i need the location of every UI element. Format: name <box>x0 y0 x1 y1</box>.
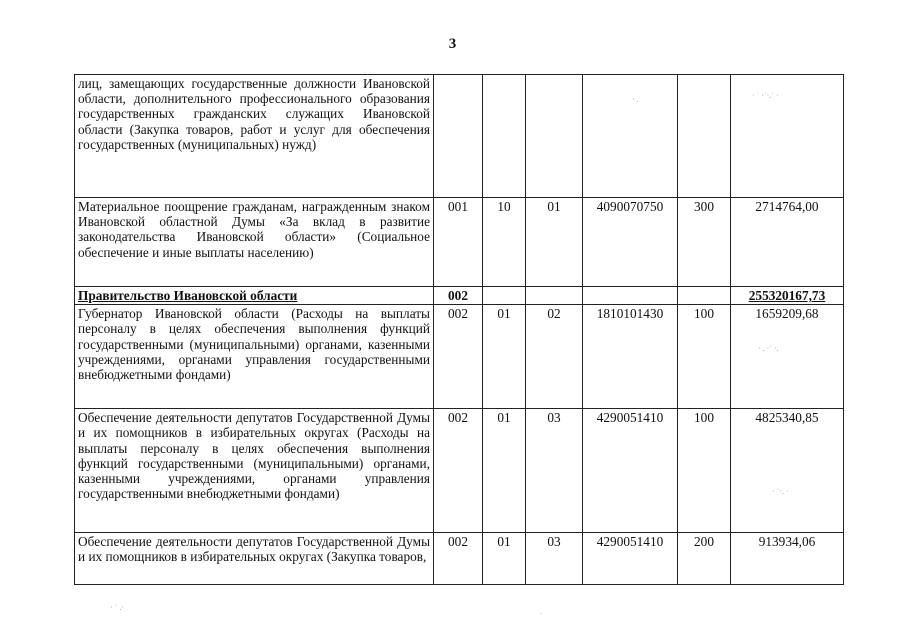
expense-type-cell <box>678 75 731 198</box>
row-name-cell: лиц, замещающих государственные должности Ивановской области, дополнительного профессионального образования государственных гражданских служащих Ивановской области (Закупка товаров, работ и услуг для обеспечения государственных (муниципальных) нужд) <box>75 75 434 198</box>
table-row <box>75 75 844 198</box>
amount-cell: 1659209,68 <box>731 305 844 409</box>
ministry-code-cell: 002 <box>434 409 483 533</box>
page-number: 3 <box>448 36 457 52</box>
scan-noise: · . <box>632 95 639 104</box>
table-row <box>75 533 844 585</box>
row-name-cell: Материальное поощрение гражданам, награжденным знаком Ивановской областной Думы «За вклад в развитие законодательства Ивановской области» (Социальное обеспечение и иные выплаты населению) <box>75 198 434 287</box>
target-code-cell: 4290051410 <box>583 409 678 533</box>
department-row <box>75 287 844 305</box>
scan-noise: · ˙ .· <box>110 603 124 612</box>
target-code-cell <box>583 75 678 198</box>
table-row <box>75 305 844 409</box>
scan-noise: · ˙·. · <box>772 487 789 496</box>
expense-type-cell: 100 <box>678 305 731 409</box>
expense-type-cell: 300 <box>678 198 731 287</box>
ministry-code-cell: 002 <box>434 533 483 585</box>
amount-cell: 4825340,85 <box>731 409 844 533</box>
ministry-code-cell <box>434 75 483 198</box>
section-code-cell: 01 <box>483 409 526 533</box>
row-name-cell: Обеспечение деятельности депутатов Государственной Думы и их помощников в избирательных округах (Расходы на выплаты персоналу в целях обеспечения выполнения функций государственными (муниципальными) органами, казенными учреждениями, органами управления государственными внебюджетными фондами) <box>75 409 434 533</box>
subsection-code-cell: 03 <box>526 409 583 533</box>
table-row <box>75 198 844 287</box>
section-code-cell: 01 <box>483 305 526 409</box>
ministry-code-cell: 001 <box>434 198 483 287</box>
subsection-code-cell <box>526 75 583 198</box>
table-row <box>75 409 844 533</box>
section-code-cell: 10 <box>483 198 526 287</box>
expense-type-cell <box>678 287 731 305</box>
section-code-cell <box>483 75 526 198</box>
subsection-code-cell: 02 <box>526 305 583 409</box>
target-code-cell: 4090070750 <box>583 198 678 287</box>
subsection-code-cell <box>526 287 583 305</box>
scan-noise: · ˙ ·˙·.˙ · <box>752 91 779 100</box>
expense-type-cell: 100 <box>678 409 731 533</box>
amount-cell <box>731 75 844 198</box>
department-name-cell: Правительство Ивановской области <box>75 287 434 305</box>
section-code-cell: 01 <box>483 533 526 585</box>
department-total-cell: 255320167,73 <box>731 287 844 305</box>
target-code-cell: 4290051410 <box>583 533 678 585</box>
section-code-cell <box>483 287 526 305</box>
amount-cell: 913934,06 <box>731 533 844 585</box>
amount-cell: 2714764,00 <box>731 198 844 287</box>
ministry-code-cell: 002 <box>434 287 483 305</box>
subsection-code-cell: 01 <box>526 198 583 287</box>
target-code-cell: 1810101430 <box>583 305 678 409</box>
target-code-cell <box>583 287 678 305</box>
row-name-cell: Обеспечение деятельности депутатов Государственной Думы и их помощников в избирательных округах (Закупка товаров, <box>75 533 434 585</box>
scan-noise: . <box>540 607 542 616</box>
row-name-cell: Губернатор Ивановской области (Расходы на выплаты персоналу в целях обеспечения выполнения функций государственными (муниципальными) органами, казенными учреждениями, органами управления государственными внебюджетными фондами) <box>75 305 434 409</box>
scan-noise: · . ·˙ ·. <box>758 344 779 353</box>
budget-table <box>74 74 844 585</box>
ministry-code-cell: 002 <box>434 305 483 409</box>
subsection-code-cell: 03 <box>526 533 583 585</box>
expense-type-cell: 200 <box>678 533 731 585</box>
